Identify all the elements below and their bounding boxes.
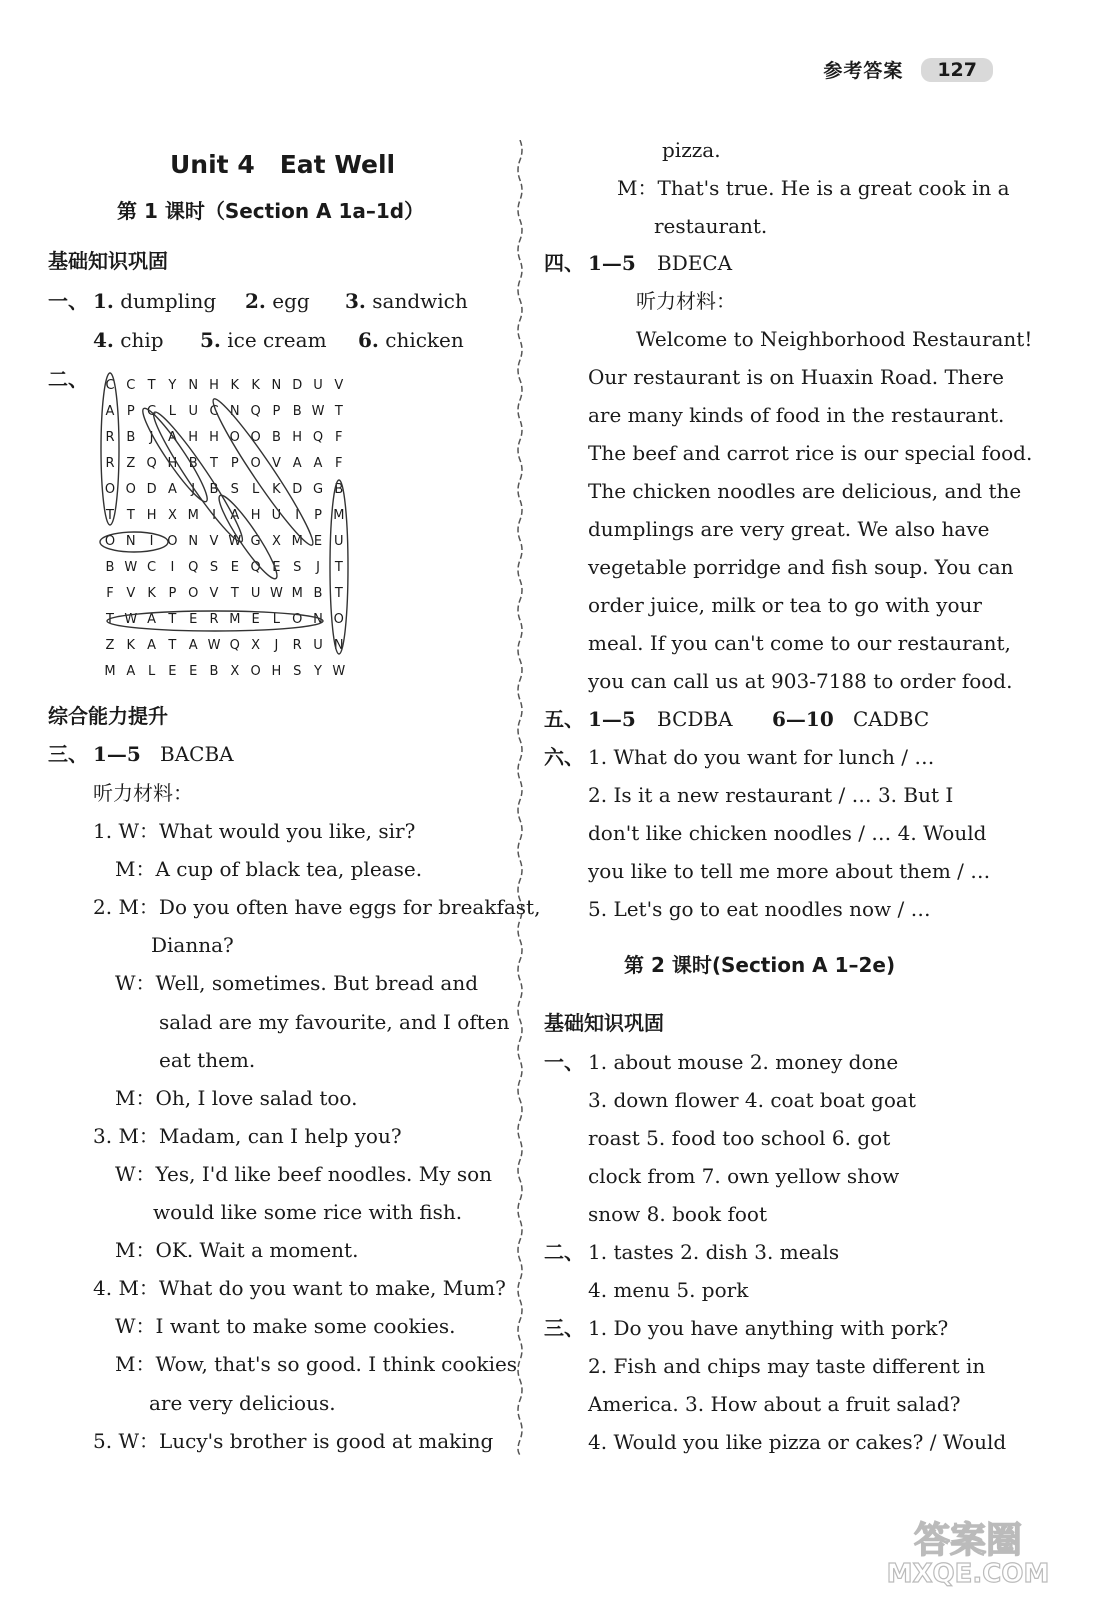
grid-letter: M	[229, 612, 241, 627]
grid-letter: U	[271, 508, 282, 523]
grid-letter: V	[271, 456, 281, 471]
grid-letter: O	[292, 612, 303, 627]
grid-letter: T	[334, 560, 343, 575]
grid-letter: G	[312, 482, 324, 497]
passage-line: The beef and carrot rice is our special food.	[588, 441, 1033, 465]
dialog-line: M：Oh, I love salad too.	[115, 1085, 358, 1110]
grid-letter: G	[250, 534, 261, 549]
grid-letter: C	[147, 560, 157, 575]
grid-letter: W	[124, 612, 138, 627]
grid-letter: W	[311, 404, 325, 419]
dialog-line: Dianna?	[151, 933, 234, 958]
grid-letter: Q	[312, 430, 324, 445]
grid-letter: O	[250, 456, 261, 471]
grid-letter: L	[251, 482, 260, 497]
grid-letter: O	[188, 586, 199, 601]
grid-letter: W	[228, 534, 242, 549]
grid-letter: U	[188, 404, 198, 419]
passage-line: The chicken noodles are delicious, and the	[588, 479, 1022, 503]
grid-letter: F	[106, 586, 114, 601]
grid-letter: L	[272, 612, 281, 627]
grid-letter: X	[251, 638, 261, 653]
dialog-line: are very delicious.	[149, 1390, 336, 1415]
grid-letter: N	[271, 378, 282, 393]
dialog-line: 5. W：Lucy's brother is good at making	[93, 1428, 494, 1453]
grid-letter: H	[146, 508, 157, 523]
right-column	[524, 0, 1093, 1600]
grid-letter: H	[188, 430, 199, 445]
answer-range: 1—5	[93, 742, 141, 766]
grid-letter: Y	[168, 378, 177, 393]
grid-letter: K	[251, 378, 260, 393]
dialog-line: 1. W：What would you like, sir?	[93, 819, 416, 843]
grid-letter: T	[334, 404, 343, 419]
grid-letter: A	[292, 456, 302, 471]
grid-letter: J	[274, 638, 279, 653]
question-number: 五、	[544, 707, 584, 731]
grid-letter: S	[293, 560, 302, 575]
page-number: 127	[921, 58, 993, 82]
grid-letter: A	[126, 664, 136, 679]
text-line: M：That's true. He is a great cook in a	[617, 176, 1010, 200]
grid-letter: X	[271, 534, 281, 549]
grid-letter: A	[167, 482, 177, 497]
answer-line: 3. down flower 4. coat boat goat	[588, 1088, 916, 1112]
grid-letter: C	[209, 404, 219, 419]
grid-letter: P	[168, 586, 177, 601]
question-number: 三、	[48, 742, 88, 766]
dialog-line: M：OK. Wait a moment.	[115, 1238, 359, 1263]
grid-letter: H	[271, 664, 282, 679]
answer-text: BCDBA	[657, 707, 733, 731]
grid-letter: A	[188, 638, 198, 653]
grid-letter: H	[250, 508, 261, 523]
grid-letter: W	[207, 638, 221, 653]
word-search-grid	[98, 372, 354, 682]
grid-letter: A	[147, 638, 157, 653]
grid-letter: M	[291, 534, 303, 549]
left-column	[0, 0, 541, 1600]
answer-line: 2. Fish and chips may taste different in	[588, 1354, 986, 1378]
grid-letter: C	[105, 378, 115, 393]
grid-letter: N	[313, 612, 323, 627]
grid-letter: F	[335, 456, 343, 471]
grid-letter: N	[188, 534, 199, 549]
grid-letter: E	[189, 612, 198, 627]
grid-letter: M	[104, 664, 116, 679]
grid-letter: T	[334, 586, 343, 601]
grid-letter: R	[292, 638, 302, 653]
grid-letter: K	[272, 482, 281, 497]
answer-item: 4. chip	[93, 328, 164, 352]
question-number: 二、	[544, 1240, 584, 1264]
dialog-line: M：Wow, that's so good. I think cookies	[115, 1352, 518, 1377]
answer-line: snow 8. book foot	[588, 1202, 767, 1226]
watermark-logo	[873, 1510, 1063, 1590]
grid-letter: B	[313, 586, 323, 601]
grid-letter: C	[126, 378, 136, 393]
grid-letter: Q	[229, 638, 240, 653]
text-line: restaurant.	[654, 214, 768, 238]
column-divider	[516, 140, 524, 1455]
grid-letter: T	[210, 456, 218, 471]
grid-letter: V	[209, 534, 219, 549]
dialog-line: 4. M：What do you want to make, Mum?	[93, 1276, 506, 1301]
grid-letter: B	[105, 560, 115, 575]
grid-letter: P	[230, 456, 239, 471]
question-number: 一、	[48, 289, 88, 313]
grid-letter: A	[167, 430, 177, 445]
grid-letter: A	[105, 404, 115, 419]
answer-line: you like to tell me more about them / …	[588, 859, 991, 883]
grid-letter: N	[333, 638, 344, 653]
grid-letter: T	[168, 612, 177, 627]
dialog-line: W：Well, sometimes. But bread and	[115, 971, 479, 996]
circled-word-chicken	[101, 373, 119, 525]
grid-letter: B	[271, 430, 281, 445]
grid-letter: E	[168, 664, 177, 679]
answer-text: BACBA	[160, 742, 234, 766]
grid-letter: I	[170, 560, 175, 575]
grid-letter: B	[209, 664, 219, 679]
answer-line: 5. Let's go to eat noodles now / …	[588, 897, 931, 921]
lesson-title: 第 1 课时（Section A 1a–1d）	[117, 199, 425, 223]
text-line: pizza.	[662, 138, 721, 162]
passage-line: Welcome to Neighborhood Restaurant!	[636, 327, 1033, 351]
answer-item: 1. dumpling	[93, 289, 217, 313]
grid-letter: E	[251, 612, 260, 627]
question-number: 一、	[544, 1050, 584, 1074]
grid-letter: L	[147, 664, 156, 679]
grid-letter: B	[188, 456, 198, 471]
grid-letter: O	[104, 534, 116, 549]
grid-letter: D	[146, 482, 157, 497]
grid-letter: P	[126, 404, 135, 419]
dialog-line: would like some rice with fish.	[153, 1200, 463, 1224]
dialog-line: 2. M：Do you often have eggs for breakfast,	[93, 895, 541, 920]
grid-letter: U	[313, 378, 323, 393]
grid-letter: M	[187, 508, 199, 523]
passage-line: are many kinds of food in the restaurant.	[588, 403, 1005, 427]
grid-letter: N	[229, 404, 240, 419]
question-number: 二、	[48, 367, 88, 391]
grid-letter: M	[291, 586, 303, 601]
grid-letter: X	[230, 664, 240, 679]
answer-line: 1. tastes 2. dish 3. meals	[588, 1240, 840, 1264]
grid-letter: A	[147, 612, 157, 627]
grid-letter: J	[191, 482, 196, 497]
grid-letter: S	[209, 560, 219, 575]
section-heading-basic: 基础知识巩固	[544, 1011, 664, 1035]
answer-range: 1—5	[588, 251, 636, 275]
grid-letter: T	[106, 612, 114, 627]
passage-line: order juice, milk or tea to go with your	[588, 593, 982, 617]
grid-letter: B	[126, 430, 136, 445]
grid-letter: H	[167, 456, 178, 471]
answer-line: 2. Is it a new restaurant / … 3. But I	[588, 783, 954, 807]
answer-range: 6—10	[772, 707, 834, 731]
grid-letter: Z	[105, 638, 115, 653]
grid-letter: N	[188, 378, 199, 393]
grid-letter: J	[149, 430, 154, 445]
grid-letter: P	[272, 404, 281, 419]
answer-item: 2. egg	[245, 289, 310, 313]
answer-line: 1. Do you have anything with pork?	[588, 1316, 949, 1340]
grid-letter: M	[333, 508, 345, 523]
answer-range: 1—5	[588, 707, 636, 731]
answer-line: 4. menu 5. pork	[588, 1278, 749, 1302]
grid-letter: T	[147, 378, 156, 393]
grid-letter: T	[106, 508, 114, 523]
grid-letter: E	[230, 560, 239, 575]
grid-letter: H	[292, 430, 303, 445]
grid-letter: C	[147, 404, 157, 419]
dialog-line: W：I want to make some cookies.	[115, 1314, 456, 1339]
grid-letter: U	[313, 638, 323, 653]
answer-line: 4. Would you like pizza or cakes? / Would	[588, 1430, 1007, 1454]
grid-letter: P	[314, 508, 322, 523]
grid-letter: F	[335, 430, 343, 445]
grid-letter: D	[292, 378, 303, 393]
grid-letter: N	[125, 534, 136, 549]
passage-line: vegetable porridge and fish soup. You can	[588, 555, 1014, 579]
grid-letter: R	[105, 456, 115, 471]
passage-line: meal. If you can't come to our restaurant,	[588, 631, 1011, 655]
passage-line: dumplings are very great. We also have	[588, 517, 990, 541]
grid-letter: T	[168, 638, 177, 653]
grid-letter: V	[334, 378, 344, 393]
grid-letter: D	[292, 482, 303, 497]
section-heading-basic: 基础知识巩固	[48, 249, 168, 273]
passage-line: Our restaurant is on Huaxin Road. There	[588, 365, 1004, 389]
listening-label: 听力材料：	[93, 781, 193, 805]
grid-letter: E	[189, 664, 198, 679]
grid-letter: B	[334, 482, 344, 497]
grid-letter: S	[230, 482, 239, 497]
circled-word-diagonal-1	[146, 407, 250, 548]
grid-letter: O	[167, 534, 178, 549]
dialog-line: W：Yes, I'd like beef noodles. My son	[115, 1161, 493, 1186]
grid-letter: T	[126, 508, 135, 523]
grid-letter: O	[125, 482, 136, 497]
grid-letter: W	[124, 560, 138, 575]
answer-item: 6. chicken	[358, 328, 464, 352]
question-number: 三、	[544, 1316, 584, 1340]
question-number: 四、	[544, 251, 584, 275]
grid-letter: Z	[126, 456, 136, 471]
svg-text:MXQE.COM: MXQE.COM	[886, 1559, 1050, 1589]
grid-letter: S	[293, 664, 302, 679]
grid-letter: A	[313, 456, 323, 471]
grid-letter: A	[230, 508, 240, 523]
grid-letter: K	[230, 378, 240, 393]
lesson-title: 第 2 课时(Section A 1–2e)	[624, 953, 896, 977]
answer-text: BDECA	[657, 251, 733, 275]
grid-letter: B	[292, 404, 302, 419]
grid-letter: O	[333, 612, 344, 627]
grid-letter: J	[316, 560, 320, 575]
grid-letter: O	[250, 664, 261, 679]
grid-letter: W	[332, 664, 346, 679]
dialog-line: eat them.	[159, 1047, 256, 1072]
grid-letter: E	[272, 560, 281, 575]
answer-line: America. 3. How about a fruit salad?	[588, 1392, 961, 1416]
grid-letter: Y	[314, 664, 322, 679]
grid-letter: Q	[188, 560, 199, 575]
header-label: 参考答案	[823, 60, 904, 82]
dialog-line: M：A cup of black tea, please.	[115, 857, 423, 882]
grid-letter: K	[126, 638, 136, 653]
answer-item: 5. ice cream	[200, 328, 327, 352]
grid-letter: O	[104, 482, 116, 497]
grid-letter: Q	[250, 560, 261, 575]
dialog-line: salad are my favourite, and I often	[159, 1009, 510, 1034]
grid-letter: U	[334, 534, 344, 549]
grid-letter: Q	[250, 404, 261, 419]
grid-letter: L	[168, 404, 177, 419]
grid-letter: E	[313, 534, 323, 549]
grid-letter: O	[250, 430, 261, 445]
answer-line: roast 5. food too school 6. got	[588, 1126, 891, 1150]
grid-letter: V	[209, 586, 219, 601]
grid-letter: H	[209, 430, 219, 445]
grid-letter: R	[105, 430, 115, 445]
grid-letter: X	[167, 508, 177, 523]
grid-letter: R	[209, 612, 219, 627]
grid-letter: B	[209, 482, 219, 497]
answer-line: clock from 7. own yellow show	[588, 1164, 900, 1188]
listening-label: 听力材料：	[636, 289, 736, 313]
unit-title: Unit 4 Eat Well	[170, 150, 396, 179]
answer-text: CADBC	[853, 707, 930, 731]
grid-letter: U	[250, 586, 261, 601]
grid-letter: I	[149, 534, 154, 549]
answer-item: 3. sandwich	[345, 289, 468, 313]
question-number: 六、	[544, 745, 584, 769]
dialog-line: 3. M：Madam, can I help you?	[93, 1123, 402, 1148]
section-heading-comprehensive: 综合能力提升	[48, 704, 168, 728]
grid-letter: O	[229, 430, 240, 445]
grid-letter: Q	[146, 456, 157, 471]
grid-letter: W	[269, 586, 283, 601]
grid-letter: I	[212, 508, 216, 523]
grid-letter: T	[230, 586, 239, 601]
grid-letter: K	[147, 586, 156, 601]
answer-line: 1. about mouse 2. money done	[588, 1050, 899, 1074]
grid-letter: I	[295, 508, 300, 523]
passage-line: you can call us at 903-7188 to order food.	[588, 669, 1013, 693]
svg-text:答案圈: 答案圈	[913, 1520, 1023, 1561]
grid-letter: V	[126, 586, 136, 601]
answer-line: 1. What do you want for lunch / …	[588, 745, 935, 769]
grid-letter: H	[209, 378, 219, 393]
answer-line: don't like chicken noodles / … 4. Would	[588, 821, 987, 845]
